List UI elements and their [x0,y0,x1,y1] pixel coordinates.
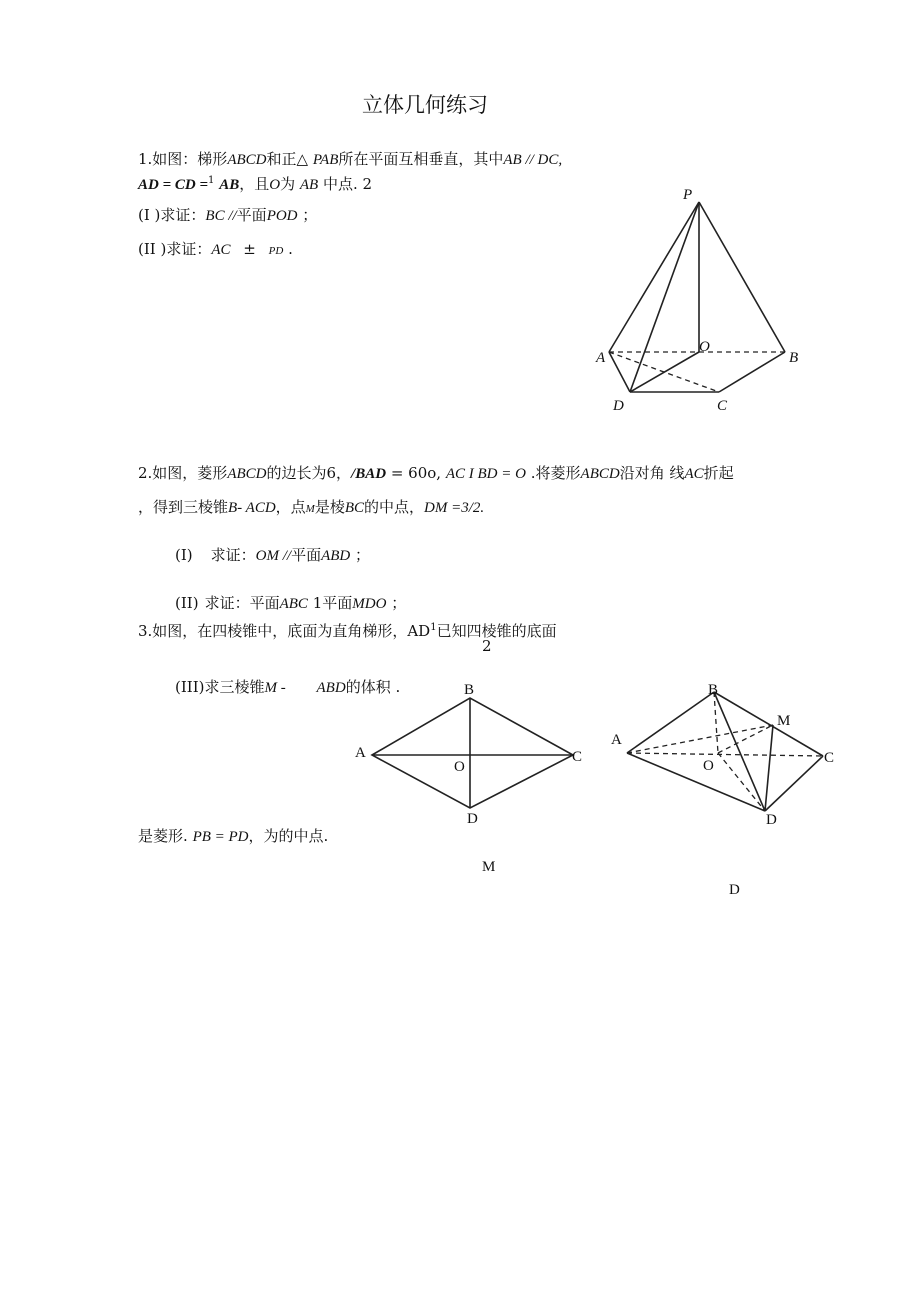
superscript: 1 [430,622,437,633]
text: ，为的中点. [248,827,329,845]
figure-3-triangular-pyramid [605,678,845,828]
text: 2.如图，菱形 [138,464,228,482]
vertex-label-O: O [454,759,465,775]
text: (II) [175,594,199,612]
text: 的体积 . [345,678,401,696]
segment-OM [718,725,773,753]
math: M - [264,680,286,696]
math: AB [299,177,319,193]
text: = 60o, [390,464,442,482]
problem-2-question-2 [175,594,406,613]
math: ABD [316,680,346,696]
math: AC [684,466,704,482]
vertex-label-B: B [464,682,475,698]
figure-1-pyramid [585,180,815,425]
math: AC [211,242,231,258]
text: 折起 [703,464,734,482]
text: 求证： [210,546,256,564]
problem-2-question-1 [175,546,370,565]
vertex-label-D: D [467,811,478,827]
text: 中点. [322,175,358,193]
superscript: 1 [208,175,215,186]
problem-1-question-2 [138,240,293,260]
edge-PA [609,202,699,352]
stray-label-M: M [482,859,496,875]
text: (II )求证： [138,240,212,258]
edge-AC [627,753,823,756]
text: ，得到三棱锥 [138,498,229,516]
edge-PB [699,202,785,352]
text: 1平面 [312,594,353,612]
problem-1-line-1 [138,150,562,169]
vertex-label-O: O [703,758,714,774]
text: 和正△ [266,150,309,168]
text: (I) [175,546,193,564]
math: ABC [279,596,308,612]
math: OM // [255,548,292,564]
text: 3.如图，在四棱锥中，底面为直角梯形，AD [138,622,431,640]
page-title: 立体几何练习 [362,93,488,117]
text: ，点 [275,498,306,516]
math: O [269,177,281,193]
vertex-label-M: M [777,713,791,729]
math: BC [344,500,365,516]
text: ； [302,206,318,224]
text: 2 [362,175,373,193]
rhombus-outline [372,698,573,808]
stray-label-D: D [729,882,740,898]
text: 所在平面互相垂直，其中 [338,150,504,168]
math: AC I BD = O [445,466,526,482]
problem-3-line-2 [138,827,328,846]
edge-BC [714,692,823,756]
problem-3-stray-two: 2 [482,637,492,655]
edge-BC [719,352,785,392]
math: B- ACD [228,500,276,516]
vertex-label-B: B [708,682,719,698]
math: MDO [352,596,387,612]
edge-AB [627,692,714,753]
vertex-label-A: A [355,745,366,761]
problem-1-question-1 [138,206,317,225]
text: 的中点， [364,498,425,516]
math: PB = PD [192,829,249,845]
text: .将菱形 [530,464,581,482]
vertex-label-C: C [824,750,835,766]
vertex-label-C: C [572,749,583,765]
math: ABCD [580,466,620,482]
text: 求证：平面 [204,594,280,612]
text: 的边长为6， [266,464,352,482]
vertex-label-P: P [683,187,693,203]
math: M [305,503,315,515]
math: DM =3/2. [424,500,485,516]
vertex-label-D: D [766,812,777,828]
text: 平面 [291,546,322,564]
math: ABCD [227,466,267,482]
math: PAB [312,152,339,168]
text: 沿对角 线 [619,464,685,482]
text: 是棱 [314,498,345,516]
text: ，且 [239,175,270,193]
math: AB [219,177,240,193]
problem-3-line-1 [138,619,557,640]
vertex-label-O: O [699,339,710,355]
segment-OD [718,753,765,811]
edge-CD [765,756,823,811]
problem-1-line-2 [138,172,372,194]
text: . [288,240,293,258]
math: AD = CD = [138,177,209,193]
vertex-label-B: B [789,350,799,366]
segment-AM [627,725,773,753]
math: BC // [205,208,237,224]
edge-AC [609,352,719,392]
vertex-label-A: A [596,350,606,366]
math: ABCD [227,152,267,168]
math: AB // DC, [503,152,563,168]
text: 1.如图：梯形 [138,150,228,168]
figure-2-rhombus [350,680,590,830]
text: 平面 [236,206,267,224]
text: (III)求三棱锥 [175,678,265,696]
text: ± [243,240,256,258]
text: 是菱形. [138,827,188,845]
edge-PD [630,202,699,392]
math: /BAD [351,466,387,482]
vertex-label-D: D [613,398,624,414]
problem-2-line-1 [138,464,734,483]
math: POD [266,208,298,224]
math: ABD [321,548,351,564]
text: ； [355,546,371,564]
problem-2-line-2 [138,498,484,518]
math: PD [268,245,284,257]
text: ； [391,594,407,612]
text: 为 [280,175,296,193]
segment-MD [765,725,773,811]
vertex-label-C: C [717,398,728,414]
text: 已知四棱锥的底面 [436,622,557,640]
text: (I )求证： [138,206,206,224]
vertex-label-A: A [611,732,622,748]
